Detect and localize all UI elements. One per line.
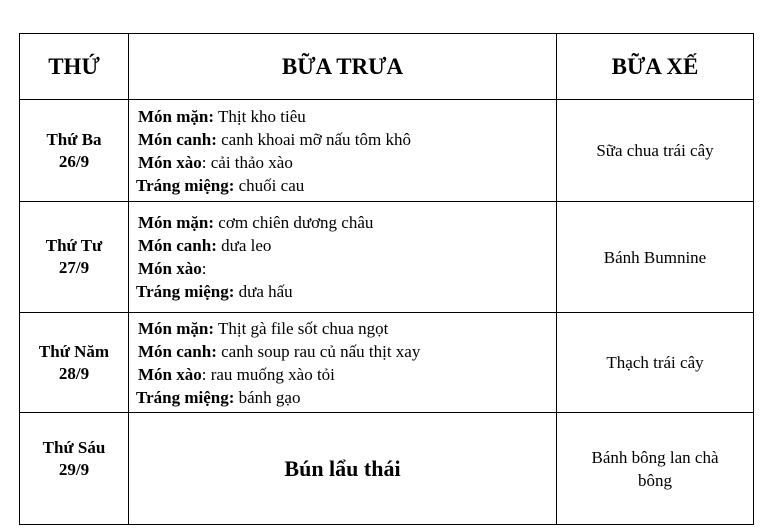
main-dish-line: [138, 211, 556, 234]
table-row: [20, 313, 754, 413]
stir-fry-line: [138, 257, 556, 280]
dessert-label: Tráng miệng:: [136, 387, 235, 407]
lunch-cell: [129, 313, 557, 413]
table-row: [20, 100, 754, 202]
dessert-line: [136, 386, 556, 409]
main-dish-value: Thịt gà file sốt chua ngọt: [214, 318, 389, 338]
snack-text: Bánh bông lan chà bông: [591, 447, 719, 490]
snack-cell: Thạch trái cây: [557, 313, 754, 413]
stir-fry-value: :: [201, 259, 207, 278]
main-dish-label: Món mặn:: [138, 318, 215, 338]
stir-fry-label: Món xào: [138, 364, 202, 384]
day-date: 29/9: [58, 460, 90, 479]
day-name: Thứ Sáu: [42, 438, 106, 457]
day-name: Thứ Ba: [46, 129, 102, 149]
table-row: [20, 413, 754, 525]
soup-line: [138, 340, 556, 363]
stir-fry-value: : rau muống xào tỏi: [201, 364, 335, 384]
stir-fry-value: : cải thảo xào: [201, 152, 293, 172]
dessert-label: Tráng miệng:: [136, 175, 235, 195]
dessert-value: dưa hấu: [234, 282, 293, 301]
dessert-label: Tráng miệng:: [136, 282, 235, 301]
day-cell: [20, 313, 129, 413]
dessert-line: [136, 174, 556, 197]
main-dish-value: cơm chiên dương châu: [214, 213, 374, 232]
day-date: 28/9: [58, 363, 90, 383]
soup-label: Món canh:: [138, 341, 217, 361]
day-name: Thứ Năm: [38, 341, 110, 361]
header-row: [20, 34, 754, 100]
lunch-special: Bún lẩu thái: [129, 413, 557, 525]
table-row: [20, 202, 754, 313]
header-snack: BỮA XẾ: [557, 34, 754, 100]
lunch-cell: [129, 202, 557, 313]
main-dish-label: Món mặn:: [138, 213, 215, 232]
weekly-menu-table: [19, 33, 754, 525]
snack-cell: Bánh Bumnine: [557, 202, 754, 313]
main-dish-label: Món mặn:: [138, 106, 215, 126]
stir-fry-label: Món xào: [138, 152, 202, 172]
main-dish-line: [138, 317, 556, 340]
header-lunch: BỮA TRƯA: [129, 34, 557, 100]
day-cell: [20, 413, 129, 525]
stir-fry-label: Món xào: [138, 259, 202, 278]
snack-cell: [557, 413, 754, 525]
day-cell: [20, 100, 129, 202]
soup-line: [138, 234, 556, 257]
soup-line: [138, 128, 556, 151]
stir-fry-line: [138, 151, 556, 174]
lunch-cell: [129, 100, 557, 202]
soup-label: Món canh:: [138, 236, 217, 255]
dessert-value: bánh gạo: [234, 387, 301, 407]
soup-value: canh soup rau củ nấu thịt xay: [216, 341, 421, 361]
day-date: 27/9: [58, 258, 90, 277]
stir-fry-line: [138, 363, 556, 386]
day-name: Thứ Tư: [45, 236, 103, 255]
soup-value: dưa leo: [216, 236, 272, 255]
day-date: 26/9: [58, 151, 90, 171]
day-cell: [20, 202, 129, 313]
main-dish-value: Thịt kho tiêu: [214, 106, 306, 126]
header-day: THỨ: [20, 34, 129, 100]
dessert-value: chuối cau: [234, 175, 305, 195]
main-dish-line: [138, 105, 556, 128]
soup-value: canh khoai mỡ nấu tôm khô: [216, 129, 411, 149]
snack-cell: Sữa chua trái cây: [557, 100, 754, 202]
soup-label: Món canh:: [138, 129, 217, 149]
dessert-line: [136, 280, 556, 303]
